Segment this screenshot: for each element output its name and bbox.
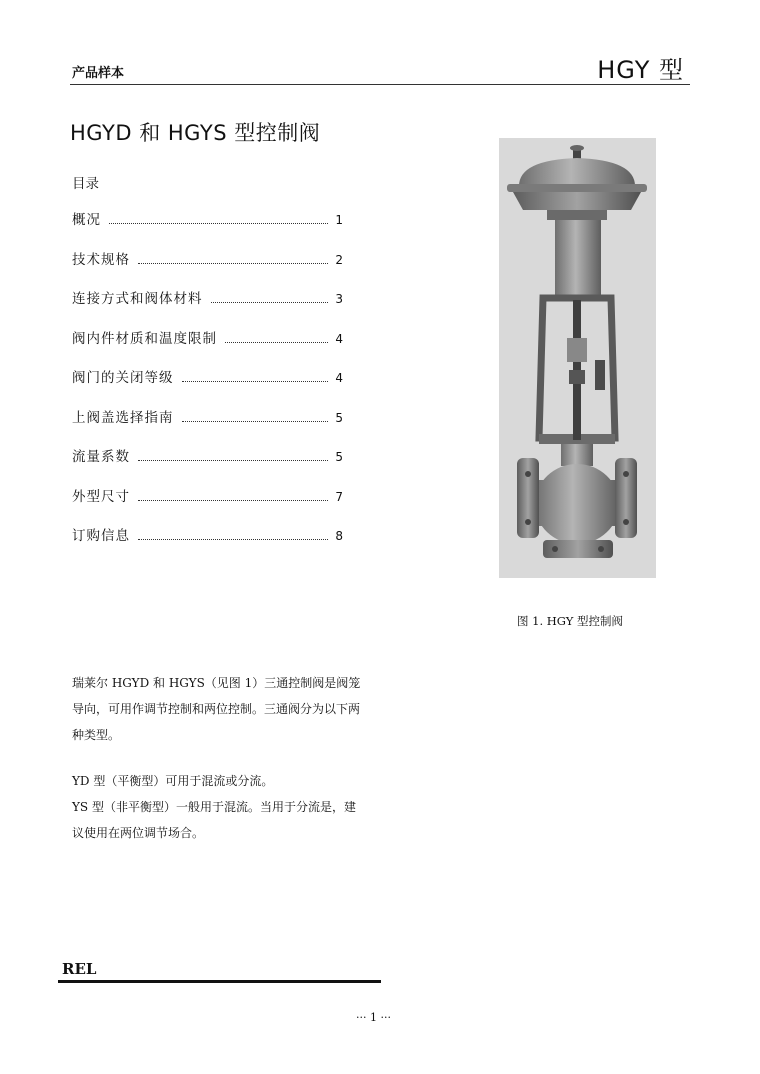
ys-type-line: YS 型（非平衡型）一般用于混流。当用于分流是，建议使用在两位调节场合。 — [72, 800, 356, 840]
toc-item-label: 技术规格 — [72, 251, 130, 268]
toc-item-label: 概况 — [72, 212, 101, 228]
catalog-label: 产品样本 — [72, 66, 125, 81]
control-valve-illustration — [499, 138, 656, 578]
toc-item-page: 5 — [335, 410, 344, 425]
toc-item[interactable] — [72, 366, 344, 406]
toc-leader — [109, 223, 328, 224]
toc-leader — [182, 421, 329, 422]
control-valve-photo — [499, 138, 656, 578]
toc-item-page: 8 — [335, 529, 344, 543]
toc-leader — [138, 500, 328, 501]
figure-caption: 图 1. HGY 型控制阀 — [517, 614, 624, 628]
toc-item[interactable] — [72, 406, 344, 446]
yd-type-line: YD 型（平衡型）可用于混流或分流。 — [72, 774, 274, 788]
types-paragraph — [72, 768, 362, 846]
toc-item-page: 4 — [335, 371, 344, 385]
toc-leader — [225, 342, 328, 343]
toc-leader — [138, 460, 328, 461]
toc-item-label: 阀内件材质和温度限制 — [72, 330, 217, 347]
footer-divider — [58, 980, 381, 983]
toc-item[interactable] — [72, 524, 344, 564]
page-number: ··· 1 ··· — [356, 1011, 391, 1024]
toc-item-page: 7 — [335, 489, 344, 504]
intro-paragraph: 瑞莱尔 HGYD 和 HGYS（见图 1）三通控制阀是阀笼导向，可用作调节控制和两位控制。三通阀分为以下两种类型。 — [72, 676, 361, 742]
toc-item-page: 4 — [335, 331, 344, 346]
toc-item-label: 流量系数 — [72, 449, 130, 465]
toc-item-label: 外型尺寸 — [72, 488, 130, 505]
toc-item[interactable] — [72, 248, 344, 288]
brand-logo-text: REL — [62, 960, 97, 978]
toc-leader — [211, 302, 329, 303]
toc-item[interactable] — [72, 327, 344, 367]
toc-item-page: 1 — [335, 213, 344, 227]
toc-item-page: 2 — [335, 252, 344, 267]
header-divider — [70, 84, 690, 85]
model-label: HGY 型 — [597, 56, 684, 84]
toc-item-label: 阀门的关闭等级 — [72, 370, 174, 386]
toc-leader — [138, 263, 328, 264]
toc-item[interactable] — [72, 287, 344, 327]
toc-leader — [138, 539, 328, 540]
table-of-contents — [72, 208, 344, 564]
toc-item[interactable] — [72, 445, 344, 485]
toc-item-label: 订购信息 — [72, 528, 130, 544]
toc-item[interactable] — [72, 485, 344, 525]
toc-item[interactable] — [72, 208, 344, 248]
toc-item-label: 上阀盖选择指南 — [72, 409, 174, 426]
toc-heading: 目录 — [72, 176, 99, 192]
toc-leader — [182, 381, 329, 382]
toc-item-page: 5 — [335, 450, 344, 464]
toc-item-label: 连接方式和阀体材料 — [72, 291, 203, 307]
toc-item-page: 3 — [335, 292, 344, 306]
page-title: HGYD 和 HGYS 型控制阀 — [70, 121, 321, 145]
